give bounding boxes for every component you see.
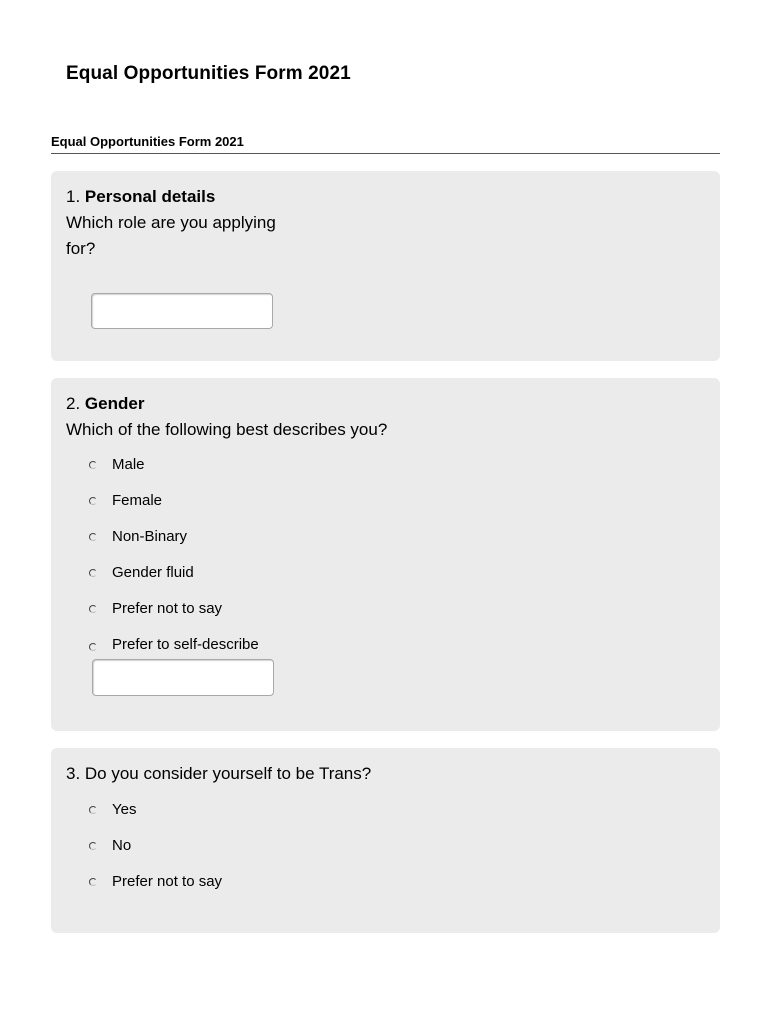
question-1-heading bbox=[66, 184, 215, 210]
radio-button[interactable] bbox=[89, 842, 97, 850]
question-1-title: Personal details bbox=[84, 187, 216, 206]
radio-button[interactable] bbox=[89, 461, 97, 469]
radio-button[interactable] bbox=[89, 806, 97, 814]
self-describe-input[interactable] bbox=[92, 659, 274, 696]
option-label: Yes bbox=[112, 800, 137, 818]
form-title: Equal Opportunities Form 2021 bbox=[51, 134, 244, 149]
page-title: Equal Opportunities Form 2021 bbox=[66, 63, 351, 84]
question-3-heading: 3. Do you consider yourself to be Trans? bbox=[66, 764, 372, 783]
question-1-text-line1: Which role are you applying bbox=[66, 213, 276, 232]
radio-button[interactable] bbox=[89, 497, 97, 505]
gender-option-gender-fluid[interactable] bbox=[89, 563, 194, 581]
question-2-text: Which of the following best describes you? bbox=[66, 420, 388, 439]
question-card-gender bbox=[51, 378, 720, 731]
option-label: Female bbox=[112, 491, 163, 509]
gender-option-male[interactable] bbox=[89, 455, 145, 473]
gender-option-non-binary[interactable] bbox=[89, 527, 187, 545]
option-label: Non-Binary bbox=[112, 527, 188, 545]
gender-option-self-describe[interactable] bbox=[89, 635, 259, 653]
question-2-title: Gender bbox=[84, 394, 145, 413]
option-label: Male bbox=[112, 455, 145, 473]
question-2-heading bbox=[66, 391, 144, 417]
gender-option-female[interactable] bbox=[89, 491, 162, 509]
question-2-number: 2. bbox=[66, 394, 81, 413]
question-card-trans bbox=[51, 748, 720, 933]
option-label: Gender fluid bbox=[112, 563, 194, 581]
radio-button[interactable] bbox=[89, 605, 97, 613]
option-label: Prefer not to say bbox=[112, 872, 223, 890]
trans-option-prefer-not-to-say[interactable] bbox=[89, 872, 222, 890]
radio-button[interactable] bbox=[89, 533, 97, 541]
radio-button[interactable] bbox=[89, 569, 97, 577]
gender-option-prefer-not-to-say[interactable] bbox=[89, 599, 222, 617]
radio-button[interactable] bbox=[89, 643, 97, 651]
question-card-personal-details bbox=[51, 171, 720, 361]
trans-option-no[interactable] bbox=[89, 836, 131, 854]
option-label: Prefer to self-describe bbox=[112, 635, 259, 653]
radio-button[interactable] bbox=[89, 878, 97, 886]
option-label: Prefer not to say bbox=[112, 599, 223, 617]
question-1-text-line2: for? bbox=[66, 239, 96, 258]
role-input[interactable] bbox=[91, 293, 273, 329]
question-1-number: 1. bbox=[66, 187, 81, 206]
trans-option-yes[interactable] bbox=[89, 800, 136, 818]
option-label: No bbox=[112, 836, 132, 854]
title-divider bbox=[51, 153, 720, 154]
